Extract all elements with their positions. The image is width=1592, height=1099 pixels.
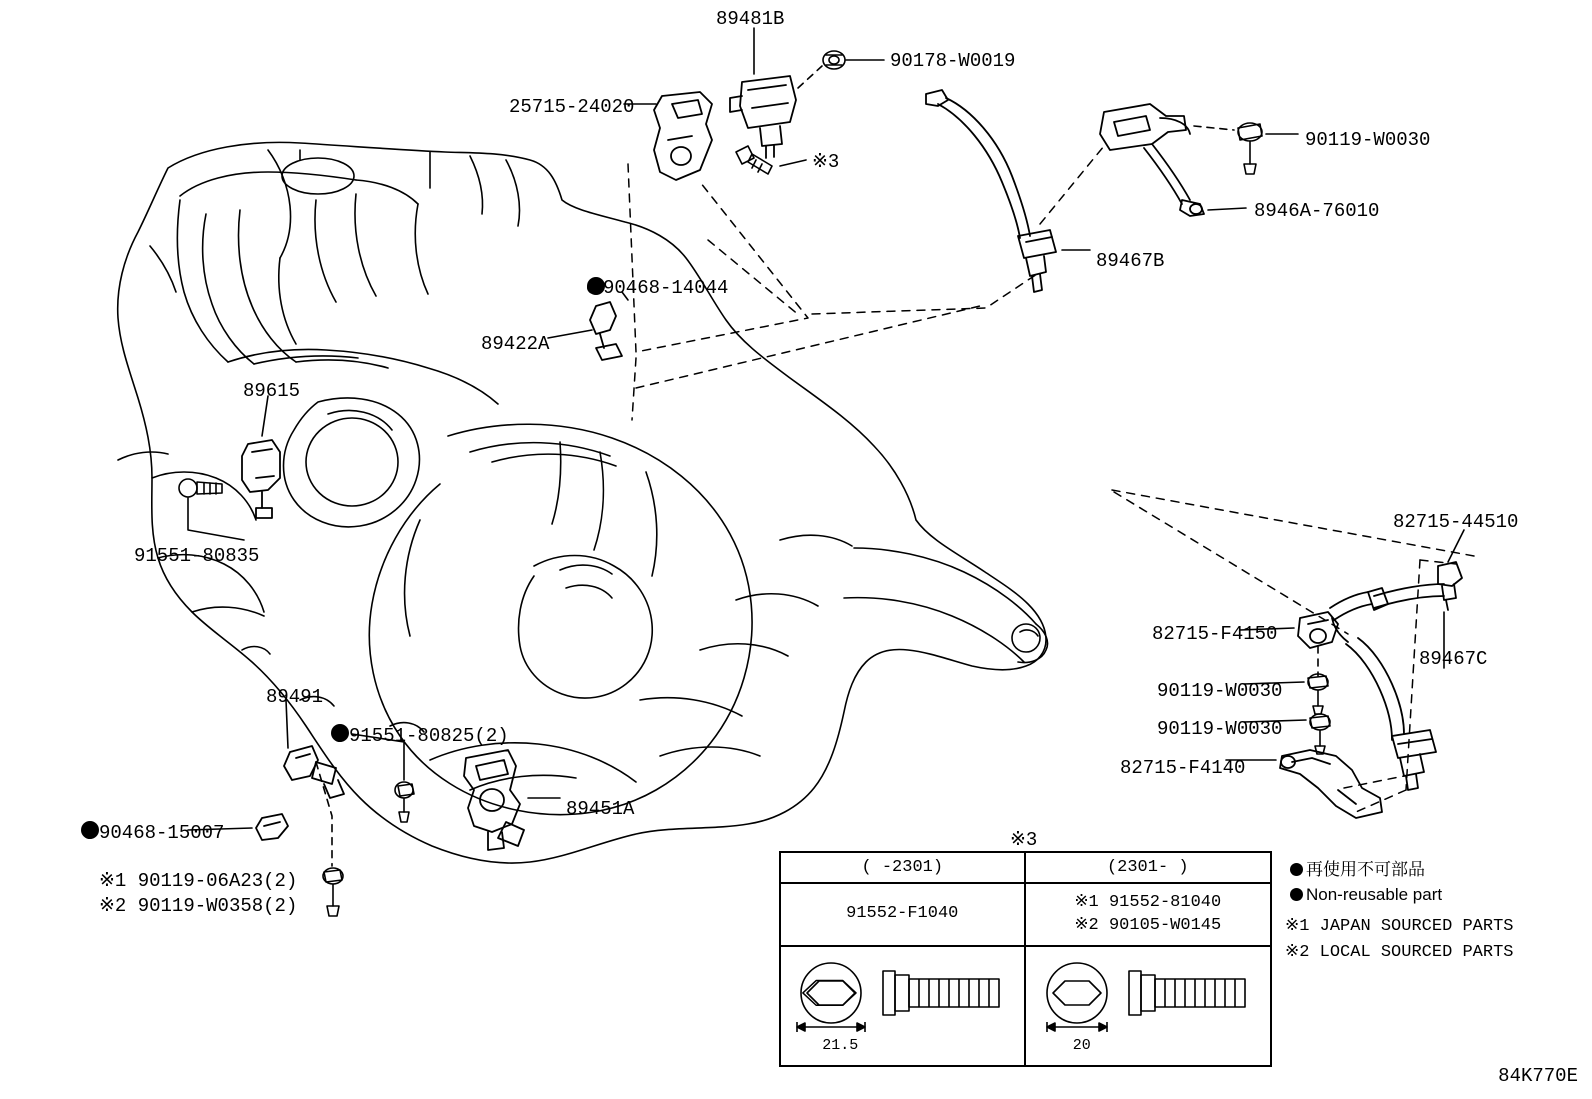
drawing-code: 84K770E [1498, 1065, 1578, 1087]
callout-note3-a: ※3 [812, 151, 840, 173]
callout-note3-b: ※3 [1010, 829, 1038, 851]
table-header-row [781, 853, 1270, 884]
callout-91551-80825 [333, 725, 509, 747]
callout-89491: 89491 [266, 686, 324, 708]
bolt-drawing-right [1029, 953, 1267, 1041]
callout-89467B: 89467B [1096, 250, 1165, 272]
callout-90468-15007 [83, 822, 224, 844]
non-reusable-dot-icon [1290, 888, 1303, 901]
callout-25715-24020: 25715-24020 [509, 96, 635, 118]
legend-non-reusable-en-text: Non-reusable part [1306, 885, 1443, 904]
callout-90468-14044 [587, 277, 728, 299]
legend-non-reusable-jp [1290, 855, 1425, 880]
table-header-right: (2301- ) [1106, 858, 1189, 877]
callout-90119-W0030-c: 90119-W0030 [1157, 718, 1283, 740]
legend-non-reusable-en [1290, 885, 1442, 905]
callout-89615: 89615 [243, 380, 301, 402]
callout-89422A: 89422A [481, 333, 550, 355]
table-dim-left: 21.5 [822, 1037, 859, 1054]
callout-89481B: 89481B [716, 8, 785, 30]
table-part-right [1026, 884, 1271, 945]
callout-82715-F4140: 82715-F4140 [1120, 757, 1246, 779]
non-reusable-dot-icon [587, 281, 600, 294]
callout-89451A: 89451A [566, 798, 635, 820]
table-part-left: 91552-F1040 [781, 884, 1026, 945]
bolt-variant-table [779, 851, 1272, 1067]
callout-90178-W0019: 90178-W0019 [890, 50, 1016, 72]
table-part-right-line2: ※2 90105-W0145 [1074, 915, 1222, 935]
bolt-drawing-left [783, 953, 1021, 1041]
callout-90119-W0030-a: 90119-W0030 [1305, 129, 1431, 151]
callout-82715-44510: 82715-44510 [1393, 511, 1519, 533]
table-bolt-right [1026, 947, 1271, 1065]
table-image-row [781, 947, 1270, 1065]
callout-note1-bolt: ※1 90119-06A23(2) [99, 870, 298, 892]
callout-note2-bolt: ※2 90119-W0358(2) [99, 895, 298, 917]
callout-90468-14044-text: 90468-14044 [603, 277, 729, 299]
legend-note1: ※1 JAPAN SOURCED PARTS [1285, 917, 1514, 936]
callout-91551-80835: 91551-80835 [134, 545, 260, 567]
callout-90468-15007-text: 90468-15007 [99, 822, 225, 844]
non-reusable-dot-icon [333, 729, 346, 742]
non-reusable-dot-icon [1290, 863, 1303, 876]
callout-90119-W0030-b: 90119-W0030 [1157, 680, 1283, 702]
callout-89467C: 89467C [1419, 648, 1488, 670]
legend-note2: ※2 LOCAL SOURCED PARTS [1285, 943, 1514, 962]
callout-91551-80825-text: 91551-80825(2) [349, 725, 509, 747]
table-dim-right: 20 [1072, 1037, 1091, 1054]
callout-82715-F4150: 82715-F4150 [1152, 623, 1278, 645]
non-reusable-dot-icon [83, 826, 96, 839]
table-bolt-left [781, 947, 1026, 1065]
callout-8946A-76010: 8946A-76010 [1254, 200, 1380, 222]
table-part-row [781, 884, 1270, 947]
legend-non-reusable-jp-text: 再使用不可部品 [1306, 860, 1425, 879]
table-part-right-line1: ※1 91552-81040 [1074, 892, 1222, 912]
table-header-left: ( -2301) [781, 853, 1026, 882]
